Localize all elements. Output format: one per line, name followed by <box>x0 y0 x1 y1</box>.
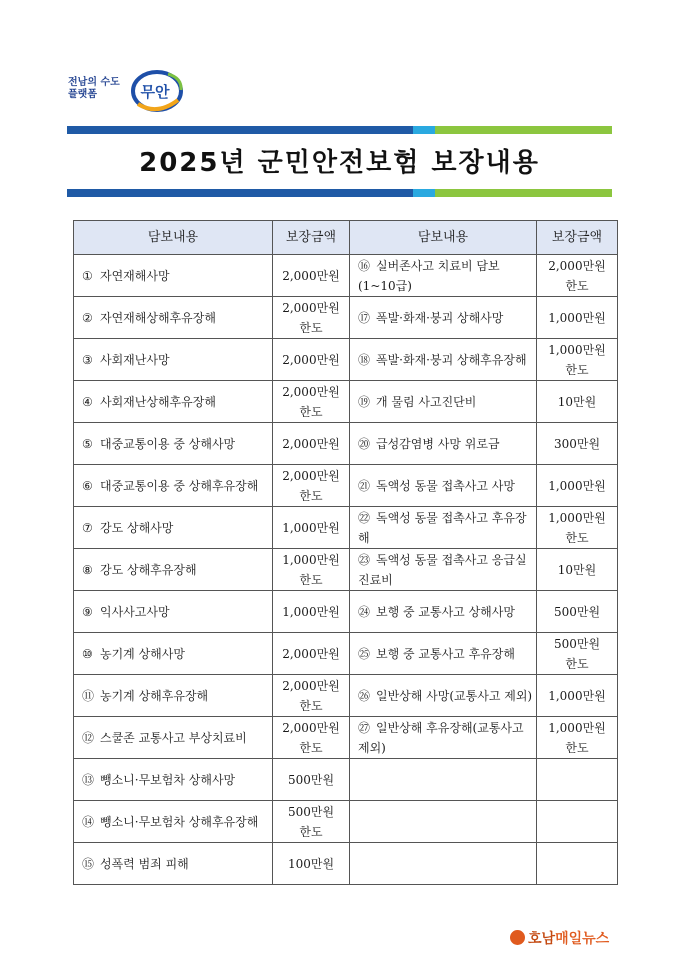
coverage-amount-right: 500만원 <box>537 591 618 633</box>
item-number: ③ <box>82 352 93 367</box>
coverage-item-right <box>350 549 537 591</box>
top-decorative-bar <box>67 126 612 134</box>
coverage-amount-right <box>537 801 618 843</box>
coverage-amount-left: 2,000만원 <box>273 423 350 465</box>
header-coverage-left: 담보내용 <box>74 221 273 255</box>
item-number: ⑨ <box>82 604 93 619</box>
coverage-item-left <box>74 717 273 759</box>
coverage-item-left <box>74 801 273 843</box>
table-row <box>74 843 618 885</box>
coverage-amount-left: 2,000만원 <box>273 633 350 675</box>
table-row <box>74 339 618 381</box>
item-label: 성폭력 범죄 피해 <box>100 856 189 871</box>
item-label: 일반상해 사망(교통사고 제외) <box>376 688 533 703</box>
coverage-amount-left: 2,000만원 한도 <box>273 381 350 423</box>
table-row <box>74 633 618 675</box>
logo-slogan-line1: 전남의 수도 <box>68 77 120 88</box>
coverage-item-right <box>350 633 537 675</box>
table-row <box>74 297 618 339</box>
table-row <box>74 801 618 843</box>
coverage-item-left <box>74 507 273 549</box>
coverage-item-right <box>350 591 537 633</box>
item-number: ⑫ <box>82 730 95 745</box>
item-label: 스쿨존 교통사고 부상치료비 <box>100 730 247 745</box>
item-label: 사회재난사망 <box>100 352 170 367</box>
item-label: 자연재해사망 <box>100 268 170 283</box>
item-number: ⑰ <box>358 310 371 325</box>
coverage-item-right <box>350 507 537 549</box>
coverage-item-right <box>350 801 537 843</box>
item-label: 강도 상해후유장해 <box>100 562 197 577</box>
coverage-amount-right: 1,000만원 <box>537 465 618 507</box>
item-number: ⑧ <box>82 562 93 577</box>
item-number: ㉑ <box>358 478 371 493</box>
coverage-amount-left: 1,000만원 <box>273 591 350 633</box>
coverage-amount-left: 2,000만원 <box>273 339 350 381</box>
coverage-table <box>73 220 618 885</box>
coverage-amount-right: 10만원 <box>537 549 618 591</box>
item-number: ⑪ <box>82 688 95 703</box>
item-label: 급성감염병 사망 위로금 <box>376 436 500 451</box>
coverage-amount-right <box>537 759 618 801</box>
coverage-item-left <box>74 549 273 591</box>
header-coverage-right: 담보내용 <box>350 221 537 255</box>
logo-slogan-line2: 플랫폼 <box>68 89 97 100</box>
item-number: ㉓ <box>358 552 371 567</box>
coverage-amount-left: 2,000만원 한도 <box>273 465 350 507</box>
coverage-item-left <box>74 591 273 633</box>
coverage-item-left <box>74 675 273 717</box>
coverage-item-right <box>350 843 537 885</box>
coverage-amount-left: 2,000만원 <box>273 255 350 297</box>
item-label: 독액성 동물 접촉사고 응급실 진료비 <box>358 552 527 587</box>
coverage-item-left <box>74 759 273 801</box>
item-label: 폭발·화재·붕괴 상해사망 <box>376 310 504 325</box>
coverage-item-right <box>350 423 537 465</box>
coverage-amount-right: 300만원 <box>537 423 618 465</box>
item-number: ⑭ <box>82 814 95 829</box>
watermark-part1: 호남 <box>528 931 556 947</box>
item-label: 일반상해 후유장해(교통사고 제외) <box>358 720 524 755</box>
coverage-amount-left: 2,000만원 한도 <box>273 717 350 759</box>
item-label: 폭발·화재·붕괴 상해후유장해 <box>376 352 527 367</box>
item-number: ㉖ <box>358 688 371 703</box>
item-number: ② <box>82 310 93 325</box>
item-label: 보행 중 교통사고 상해사망 <box>376 604 515 619</box>
table-row <box>74 675 618 717</box>
coverage-amount-left: 1,000만원 한도 <box>273 549 350 591</box>
coverage-item-left <box>74 843 273 885</box>
item-number: ㉕ <box>358 646 371 661</box>
coverage-amount-left: 100만원 <box>273 843 350 885</box>
table-header-row <box>74 221 618 255</box>
bottom-decorative-bar <box>67 189 612 197</box>
coverage-amount-right: 1,000만원 한도 <box>537 717 618 759</box>
coverage-item-left <box>74 297 273 339</box>
coverage-amount-left: 2,000만원 한도 <box>273 675 350 717</box>
coverage-amount-right: 1,000만원 한도 <box>537 507 618 549</box>
header-amount-right: 보장금액 <box>537 221 618 255</box>
logo-slogan <box>68 77 120 101</box>
item-number: ④ <box>82 394 93 409</box>
item-label: 농기계 상해사망 <box>100 646 185 661</box>
item-number: ⑩ <box>82 646 93 661</box>
coverage-item-right <box>350 465 537 507</box>
coverage-item-right <box>350 381 537 423</box>
news-logo-icon <box>510 930 525 945</box>
item-number: ㉔ <box>358 604 371 619</box>
logo-mark-text: 무안 <box>140 83 170 101</box>
coverage-amount-left: 500만원 한도 <box>273 801 350 843</box>
item-label: 실버존사고 치료비 담보(1~10급) <box>358 258 500 293</box>
item-label: 익사사고사망 <box>100 604 170 619</box>
coverage-item-left <box>74 465 273 507</box>
item-label: 보행 중 교통사고 후유장해 <box>376 646 515 661</box>
item-label: 대중교통이용 중 상해후유장해 <box>100 478 259 493</box>
coverage-amount-left: 500만원 <box>273 759 350 801</box>
item-label: 사회재난상해후유장해 <box>100 394 216 409</box>
coverage-amount-left: 1,000만원 <box>273 507 350 549</box>
coverage-amount-right: 1,000만원 <box>537 675 618 717</box>
coverage-amount-right: 10만원 <box>537 381 618 423</box>
coverage-item-left <box>74 633 273 675</box>
table-row <box>74 717 618 759</box>
item-number: ⑮ <box>82 856 95 871</box>
coverage-item-right <box>350 759 537 801</box>
table-row <box>74 591 618 633</box>
item-number: ⑥ <box>82 478 93 493</box>
coverage-amount-left: 2,000만원 한도 <box>273 297 350 339</box>
header-amount-left: 보장금액 <box>273 221 350 255</box>
municipal-logo <box>68 66 188 118</box>
table-row <box>74 507 618 549</box>
item-label: 독액성 동물 접촉사고 후유장해 <box>358 510 527 545</box>
table-row <box>74 759 618 801</box>
coverage-item-left <box>74 255 273 297</box>
item-label: 독액성 동물 접촉사고 사망 <box>376 478 515 493</box>
item-number: ㉒ <box>358 510 371 525</box>
item-label: 뺑소니·무보험차 상해후유장해 <box>100 814 259 829</box>
table-row <box>74 549 618 591</box>
item-number: ⑯ <box>358 258 371 273</box>
item-number: ⑦ <box>82 520 93 535</box>
item-number: ⑱ <box>358 352 371 367</box>
item-number: ㉗ <box>358 720 371 735</box>
table-row <box>74 423 618 465</box>
item-number: ⑬ <box>82 772 95 787</box>
item-label: 뺑소니·무보험차 상해사망 <box>100 772 236 787</box>
coverage-amount-right: 1,000만원 <box>537 297 618 339</box>
coverage-amount-right: 500만원 한도 <box>537 633 618 675</box>
item-label: 강도 상해사망 <box>100 520 174 535</box>
coverage-item-left <box>74 339 273 381</box>
coverage-item-left <box>74 381 273 423</box>
news-watermark <box>510 928 609 948</box>
table-row <box>74 381 618 423</box>
page-title: 2025년 군민안전보험 보장내용 <box>139 148 540 178</box>
item-label: 자연재해상해후유장해 <box>100 310 216 325</box>
table-row <box>74 255 618 297</box>
coverage-item-right <box>350 255 537 297</box>
coverage-item-right <box>350 717 537 759</box>
item-number: ⑤ <box>82 436 93 451</box>
coverage-item-right <box>350 675 537 717</box>
table-row <box>74 465 618 507</box>
item-number: ⑲ <box>358 394 371 409</box>
item-label: 개 물림 사고진단비 <box>376 394 477 409</box>
coverage-amount-right: 1,000만원 한도 <box>537 339 618 381</box>
item-number: ① <box>82 268 93 283</box>
item-label: 대중교통이용 중 상해사망 <box>100 436 236 451</box>
coverage-item-right <box>350 339 537 381</box>
coverage-amount-right: 2,000만원 한도 <box>537 255 618 297</box>
item-number: ⑳ <box>358 436 371 451</box>
watermark-part2: 매일뉴스 <box>555 931 610 947</box>
coverage-item-right <box>350 297 537 339</box>
item-label: 농기계 상해후유장해 <box>100 688 209 703</box>
coverage-item-left <box>74 423 273 465</box>
coverage-amount-right <box>537 843 618 885</box>
